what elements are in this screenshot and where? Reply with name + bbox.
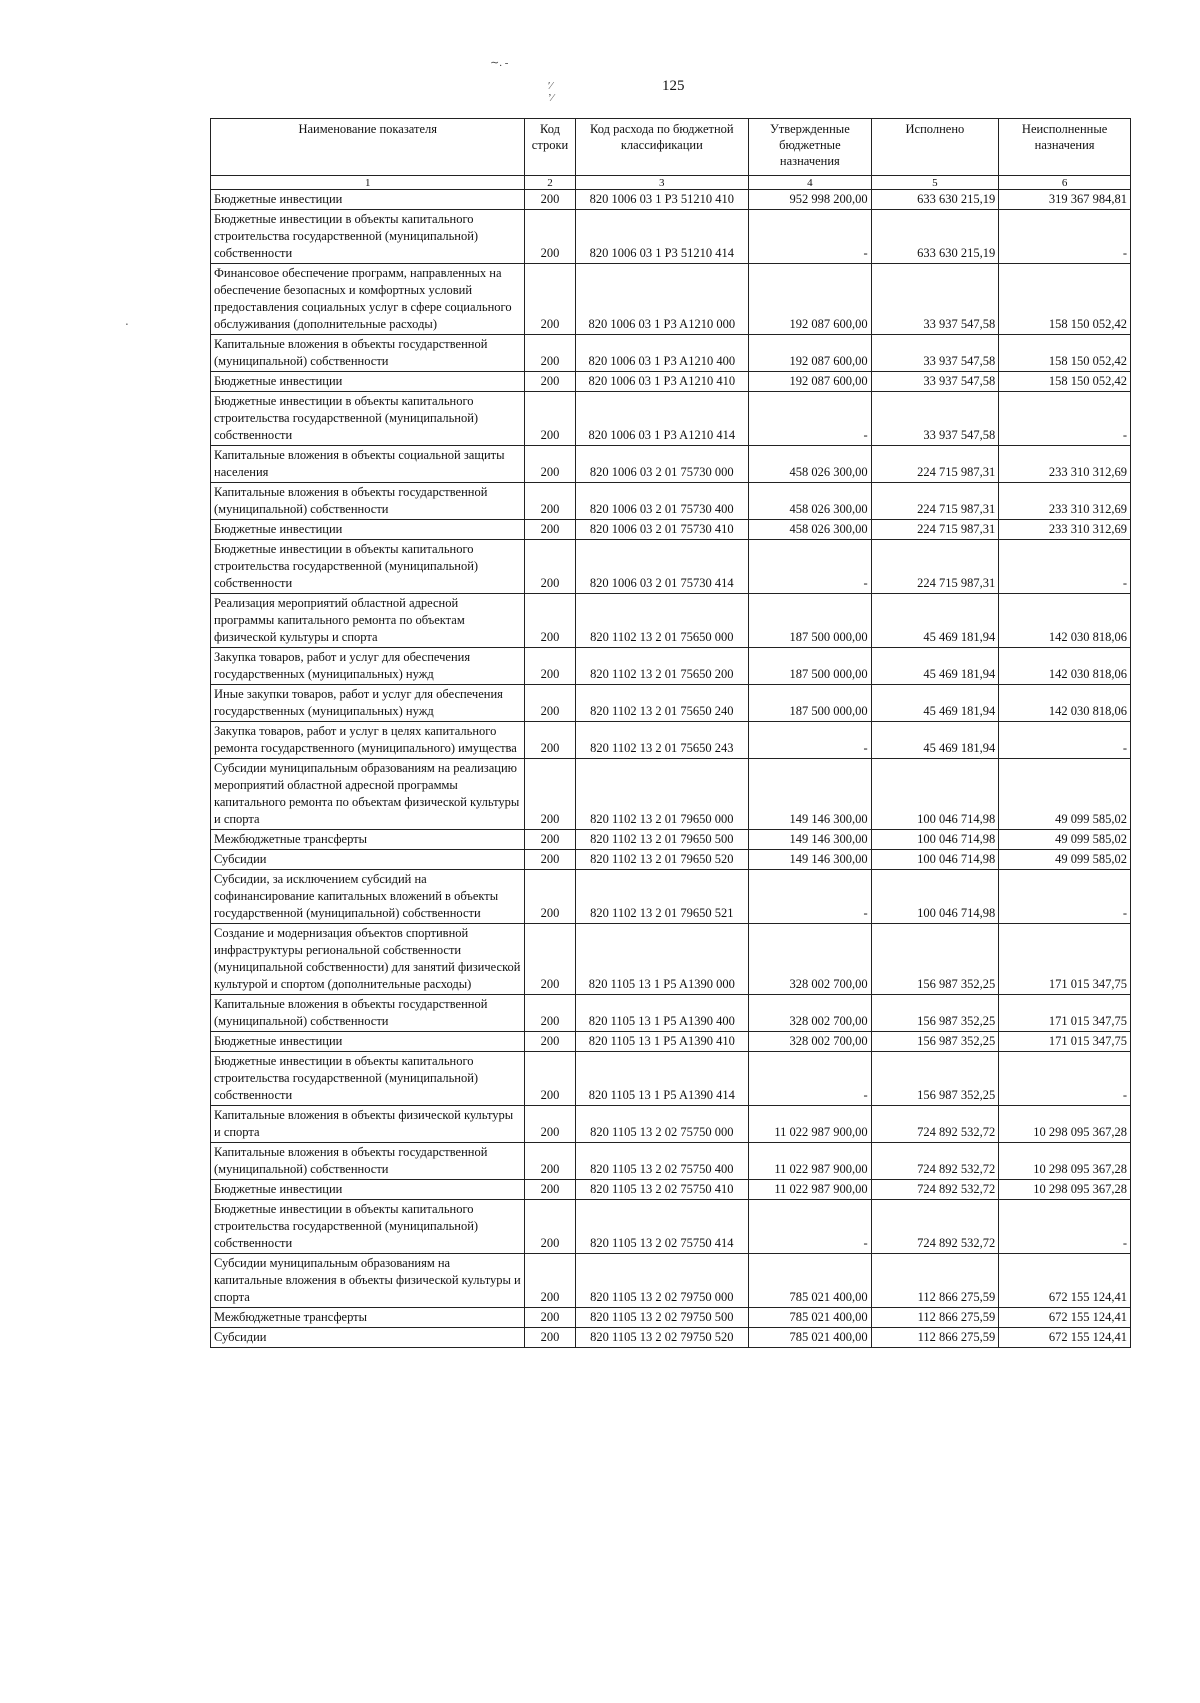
row-unexecuted: 171 015 347,75	[999, 924, 1131, 995]
row-name: Бюджетные инвестиции в объекты капитального строительства государственной (муниципальной) собственности	[211, 392, 525, 446]
row-unexecuted: 233 310 312,69	[999, 483, 1131, 520]
row-approved: 458 026 300,00	[749, 483, 872, 520]
row-unexecuted: 158 150 052,42	[999, 264, 1131, 335]
row-name: Межбюджетные трансферты	[211, 830, 525, 850]
header-name: Наименование показателя	[211, 119, 525, 176]
table-row	[211, 594, 1131, 648]
column-number-row	[211, 176, 1131, 190]
row-unexecuted: 10 298 095 367,28	[999, 1180, 1131, 1200]
row-unexecuted: 158 150 052,42	[999, 335, 1131, 372]
column-number: 5	[871, 176, 999, 190]
row-line-code: 200	[525, 1106, 575, 1143]
row-approved: -	[749, 540, 872, 594]
row-line-code: 200	[525, 264, 575, 335]
row-unexecuted: 10 298 095 367,28	[999, 1106, 1131, 1143]
table-body	[211, 190, 1131, 1348]
row-approved: 458 026 300,00	[749, 446, 872, 483]
row-executed: 156 987 352,25	[871, 924, 999, 995]
row-executed: 33 937 547,58	[871, 264, 999, 335]
row-approved: -	[749, 210, 872, 264]
row-name: Субсидии	[211, 1328, 525, 1348]
row-budget-code: 820 1102 13 2 01 79650 000	[575, 759, 749, 830]
row-executed: 100 046 714,98	[871, 850, 999, 870]
table-row	[211, 190, 1131, 210]
row-budget-code: 820 1105 13 2 02 75750 410	[575, 1180, 749, 1200]
row-executed: 112 866 275,59	[871, 1254, 999, 1308]
column-number: 3	[575, 176, 749, 190]
row-name: Бюджетные инвестиции в объекты капитального строительства государственной (муниципальной) собственности	[211, 210, 525, 264]
row-name: Бюджетные инвестиции	[211, 1180, 525, 1200]
row-unexecuted: 158 150 052,42	[999, 372, 1131, 392]
row-line-code: 200	[525, 1032, 575, 1052]
table-row	[211, 685, 1131, 722]
row-budget-code: 820 1006 03 2 01 75730 410	[575, 520, 749, 540]
row-budget-code: 820 1102 13 2 01 79650 500	[575, 830, 749, 850]
header-executed: Исполнено	[871, 119, 999, 176]
row-executed: 633 630 215,19	[871, 210, 999, 264]
row-executed: 224 715 987,31	[871, 520, 999, 540]
row-unexecuted: 319 367 984,81	[999, 190, 1131, 210]
row-budget-code: 820 1006 03 1 P3 A1210 410	[575, 372, 749, 392]
row-budget-code: 820 1102 13 2 01 79650 521	[575, 870, 749, 924]
row-budget-code: 820 1102 13 2 01 75650 240	[575, 685, 749, 722]
row-budget-code: 820 1105 13 2 02 75750 400	[575, 1143, 749, 1180]
row-executed: 100 046 714,98	[871, 759, 999, 830]
row-budget-code: 820 1105 13 2 02 79750 520	[575, 1328, 749, 1348]
row-executed: 112 866 275,59	[871, 1308, 999, 1328]
row-name: Субсидии, за исключением субсидий на софинансирование капитальных вложений в объекты государственной (муниципальной) собственности	[211, 870, 525, 924]
row-approved: 187 500 000,00	[749, 685, 872, 722]
header-approved: Утвержденные бюджетные назначения	[749, 119, 872, 176]
row-unexecuted: 672 155 124,41	[999, 1328, 1131, 1348]
row-budget-code: 820 1006 03 1 P3 51210 410	[575, 190, 749, 210]
row-executed: 224 715 987,31	[871, 446, 999, 483]
row-line-code: 200	[525, 1180, 575, 1200]
row-name: Бюджетные инвестиции в объекты капитального строительства государственной (муниципальной) собственности	[211, 1200, 525, 1254]
row-executed: 45 469 181,94	[871, 685, 999, 722]
table-row	[211, 759, 1131, 830]
row-line-code: 200	[525, 483, 575, 520]
table-row	[211, 540, 1131, 594]
row-approved: 192 087 600,00	[749, 372, 872, 392]
row-name: Бюджетные инвестиции	[211, 1032, 525, 1052]
row-line-code: 200	[525, 1308, 575, 1328]
column-number: 2	[525, 176, 575, 190]
row-executed: 724 892 532,72	[871, 1200, 999, 1254]
row-name: Капитальные вложения в объекты социальной защиты населения	[211, 446, 525, 483]
row-approved: -	[749, 722, 872, 759]
table-row	[211, 372, 1131, 392]
row-unexecuted: 142 030 818,06	[999, 594, 1131, 648]
row-approved: 328 002 700,00	[749, 924, 872, 995]
row-name: Субсидии муниципальным образованиям на реализацию мероприятий областной адресной программы капитального ремонта по объектам физической культуры и спорта	[211, 759, 525, 830]
row-budget-code: 820 1102 13 2 01 75650 200	[575, 648, 749, 685]
row-unexecuted: 49 099 585,02	[999, 850, 1131, 870]
row-unexecuted: -	[999, 392, 1131, 446]
table-row	[211, 1143, 1131, 1180]
row-unexecuted: 672 155 124,41	[999, 1254, 1131, 1308]
row-approved: -	[749, 870, 872, 924]
row-name: Капитальные вложения в объекты физической культуры и спорта	[211, 1106, 525, 1143]
row-line-code: 200	[525, 372, 575, 392]
table-row	[211, 210, 1131, 264]
table-row	[211, 1200, 1131, 1254]
row-name: Бюджетные инвестиции в объекты капитального строительства государственной (муниципальной) собственности	[211, 1052, 525, 1106]
row-name: Субсидии	[211, 850, 525, 870]
scan-artifact: ∼. -	[490, 57, 509, 69]
table-row	[211, 446, 1131, 483]
row-unexecuted: 49 099 585,02	[999, 759, 1131, 830]
row-name: Капитальные вложения в объекты государственной (муниципальной) собственности	[211, 995, 525, 1032]
row-line-code: 200	[525, 995, 575, 1032]
table-row	[211, 830, 1131, 850]
table-row	[211, 1328, 1131, 1348]
row-name: Капитальные вложения в объекты государственной (муниципальной) собственности	[211, 1143, 525, 1180]
row-name: Бюджетные инвестиции	[211, 372, 525, 392]
row-line-code: 200	[525, 1254, 575, 1308]
row-line-code: 200	[525, 335, 575, 372]
row-name: Бюджетные инвестиции	[211, 190, 525, 210]
row-line-code: 200	[525, 759, 575, 830]
row-name: Закупка товаров, работ и услуг в целях капитального ремонта государственного (муниципального) имущества	[211, 722, 525, 759]
row-executed: 224 715 987,31	[871, 540, 999, 594]
row-line-code: 200	[525, 210, 575, 264]
row-budget-code: 820 1006 03 1 P3 51210 414	[575, 210, 749, 264]
row-unexecuted: 49 099 585,02	[999, 830, 1131, 850]
header-unexecuted: Неисполненные назначения	[999, 119, 1131, 176]
row-line-code: 200	[525, 190, 575, 210]
row-line-code: 200	[525, 924, 575, 995]
row-approved: 11 022 987 900,00	[749, 1143, 872, 1180]
table-row	[211, 722, 1131, 759]
row-approved: -	[749, 1052, 872, 1106]
row-executed: 156 987 352,25	[871, 1032, 999, 1052]
scan-artifact: ′⁄	[548, 80, 553, 92]
row-unexecuted: -	[999, 210, 1131, 264]
row-budget-code: 820 1102 13 2 01 75650 000	[575, 594, 749, 648]
row-executed: 45 469 181,94	[871, 594, 999, 648]
row-line-code: 200	[525, 1200, 575, 1254]
row-executed: 724 892 532,72	[871, 1180, 999, 1200]
row-line-code: 200	[525, 1328, 575, 1348]
row-budget-code: 820 1006 03 2 01 75730 414	[575, 540, 749, 594]
row-line-code: 200	[525, 392, 575, 446]
row-line-code: 200	[525, 446, 575, 483]
scan-artifact: ⋅	[125, 319, 129, 331]
row-budget-code: 820 1105 13 2 02 75750 000	[575, 1106, 749, 1143]
row-budget-code: 820 1006 03 1 P3 A1210 414	[575, 392, 749, 446]
row-executed: 224 715 987,31	[871, 483, 999, 520]
table-row	[211, 1106, 1131, 1143]
row-name: Капитальные вложения в объекты государственной (муниципальной) собственности	[211, 483, 525, 520]
row-approved: 458 026 300,00	[749, 520, 872, 540]
row-executed: 156 987 352,25	[871, 995, 999, 1032]
row-approved: 187 500 000,00	[749, 648, 872, 685]
row-unexecuted: 171 015 347,75	[999, 995, 1131, 1032]
row-executed: 112 866 275,59	[871, 1328, 999, 1348]
row-budget-code: 820 1105 13 2 02 79750 000	[575, 1254, 749, 1308]
table-row	[211, 850, 1131, 870]
row-line-code: 200	[525, 1052, 575, 1106]
row-line-code: 200	[525, 850, 575, 870]
row-line-code: 200	[525, 685, 575, 722]
row-approved: 328 002 700,00	[749, 1032, 872, 1052]
row-unexecuted: -	[999, 540, 1131, 594]
row-approved: 149 146 300,00	[749, 759, 872, 830]
row-line-code: 200	[525, 870, 575, 924]
row-approved: 328 002 700,00	[749, 995, 872, 1032]
row-executed: 633 630 215,19	[871, 190, 999, 210]
row-approved: 149 146 300,00	[749, 850, 872, 870]
table-row	[211, 924, 1131, 995]
row-unexecuted: 171 015 347,75	[999, 1032, 1131, 1052]
row-unexecuted: -	[999, 1200, 1131, 1254]
row-name: Межбюджетные трансферты	[211, 1308, 525, 1328]
row-approved: 952 998 200,00	[749, 190, 872, 210]
row-approved: 785 021 400,00	[749, 1308, 872, 1328]
row-budget-code: 820 1102 13 2 01 75650 243	[575, 722, 749, 759]
table-row	[211, 1254, 1131, 1308]
table-row	[211, 870, 1131, 924]
row-unexecuted: 10 298 095 367,28	[999, 1143, 1131, 1180]
row-approved: 192 087 600,00	[749, 264, 872, 335]
row-executed: 724 892 532,72	[871, 1143, 999, 1180]
row-executed: 45 469 181,94	[871, 648, 999, 685]
row-unexecuted: 233 310 312,69	[999, 446, 1131, 483]
row-executed: 33 937 547,58	[871, 372, 999, 392]
header-row	[211, 119, 1131, 176]
row-unexecuted: 142 030 818,06	[999, 685, 1131, 722]
row-executed: 100 046 714,98	[871, 830, 999, 850]
row-budget-code: 820 1105 13 2 02 79750 500	[575, 1308, 749, 1328]
row-name: Капитальные вложения в объекты государственной (муниципальной) собственности	[211, 335, 525, 372]
table-row	[211, 264, 1131, 335]
row-name: Закупка товаров, работ и услуг для обеспечения государственных (муниципальных) нужд	[211, 648, 525, 685]
row-line-code: 200	[525, 722, 575, 759]
row-line-code: 200	[525, 648, 575, 685]
row-budget-code: 820 1006 03 2 01 75730 400	[575, 483, 749, 520]
row-name: Бюджетные инвестиции	[211, 520, 525, 540]
row-executed: 724 892 532,72	[871, 1106, 999, 1143]
row-line-code: 200	[525, 540, 575, 594]
header-line-code: Код строки	[525, 119, 575, 176]
row-name: Субсидии муниципальным образованиям на капитальные вложения в объекты физической культуры и спорта	[211, 1254, 525, 1308]
row-budget-code: 820 1006 03 1 P3 A1210 000	[575, 264, 749, 335]
table-row	[211, 483, 1131, 520]
header-budget-code: Код расхода по бюджетной классификации	[575, 119, 749, 176]
row-approved: 11 022 987 900,00	[749, 1180, 872, 1200]
table-row	[211, 520, 1131, 540]
column-number: 1	[211, 176, 525, 190]
row-line-code: 200	[525, 1143, 575, 1180]
row-approved: 785 021 400,00	[749, 1254, 872, 1308]
table-row	[211, 1052, 1131, 1106]
row-unexecuted: -	[999, 1052, 1131, 1106]
row-approved: 187 500 000,00	[749, 594, 872, 648]
row-approved: 192 087 600,00	[749, 335, 872, 372]
column-number: 6	[999, 176, 1131, 190]
row-budget-code: 820 1006 03 2 01 75730 000	[575, 446, 749, 483]
column-number: 4	[749, 176, 872, 190]
page-number: 125	[662, 78, 685, 94]
row-approved: 11 022 987 900,00	[749, 1106, 872, 1143]
row-name: Реализация мероприятий областной адресной программы капитального ремонта по объектам физической культуры и спорта	[211, 594, 525, 648]
table-row	[211, 648, 1131, 685]
row-name: Иные закупки товаров, работ и услуг для обеспечения государственных (муниципальных) нужд	[211, 685, 525, 722]
row-budget-code: 820 1105 13 1 P5 A1390 400	[575, 995, 749, 1032]
row-executed: 33 937 547,58	[871, 392, 999, 446]
row-name: Бюджетные инвестиции в объекты капитального строительства государственной (муниципальной) собственности	[211, 540, 525, 594]
row-budget-code: 820 1105 13 1 P5 A1390 414	[575, 1052, 749, 1106]
row-unexecuted: 672 155 124,41	[999, 1308, 1131, 1328]
row-budget-code: 820 1105 13 2 02 75750 414	[575, 1200, 749, 1254]
row-executed: 45 469 181,94	[871, 722, 999, 759]
row-executed: 33 937 547,58	[871, 335, 999, 372]
row-unexecuted: -	[999, 722, 1131, 759]
table-row	[211, 1032, 1131, 1052]
table-row	[211, 392, 1131, 446]
row-line-code: 200	[525, 594, 575, 648]
row-unexecuted: -	[999, 870, 1131, 924]
row-budget-code: 820 1105 13 1 P5 A1390 410	[575, 1032, 749, 1052]
row-line-code: 200	[525, 520, 575, 540]
row-executed: 100 046 714,98	[871, 870, 999, 924]
row-line-code: 200	[525, 830, 575, 850]
row-name: Создание и модернизация объектов спортивной инфраструктуры региональной собственности (муниципальной собственности) для занятий физической культурой и спортом (дополнительные расходы)	[211, 924, 525, 995]
table-row	[211, 1308, 1131, 1328]
row-unexecuted: 142 030 818,06	[999, 648, 1131, 685]
table-row	[211, 1180, 1131, 1200]
row-approved: 785 021 400,00	[749, 1328, 872, 1348]
row-approved: 149 146 300,00	[749, 830, 872, 850]
row-budget-code: 820 1006 03 1 P3 A1210 400	[575, 335, 749, 372]
row-approved: -	[749, 392, 872, 446]
row-budget-code: 820 1105 13 1 P5 A1390 000	[575, 924, 749, 995]
row-unexecuted: 233 310 312,69	[999, 520, 1131, 540]
row-budget-code: 820 1102 13 2 01 79650 520	[575, 850, 749, 870]
report-table	[210, 118, 1131, 1348]
table-row	[211, 335, 1131, 372]
row-approved: -	[749, 1200, 872, 1254]
scan-artifact: ’⁄	[548, 92, 554, 104]
row-name: Финансовое обеспечение программ, направленных на обеспечение безопасных и комфортных условий предоставления социальных услуг в сфере социального обслуживания (дополнительные расходы)	[211, 264, 525, 335]
row-executed: 156 987 352,25	[871, 1052, 999, 1106]
table-row	[211, 995, 1131, 1032]
